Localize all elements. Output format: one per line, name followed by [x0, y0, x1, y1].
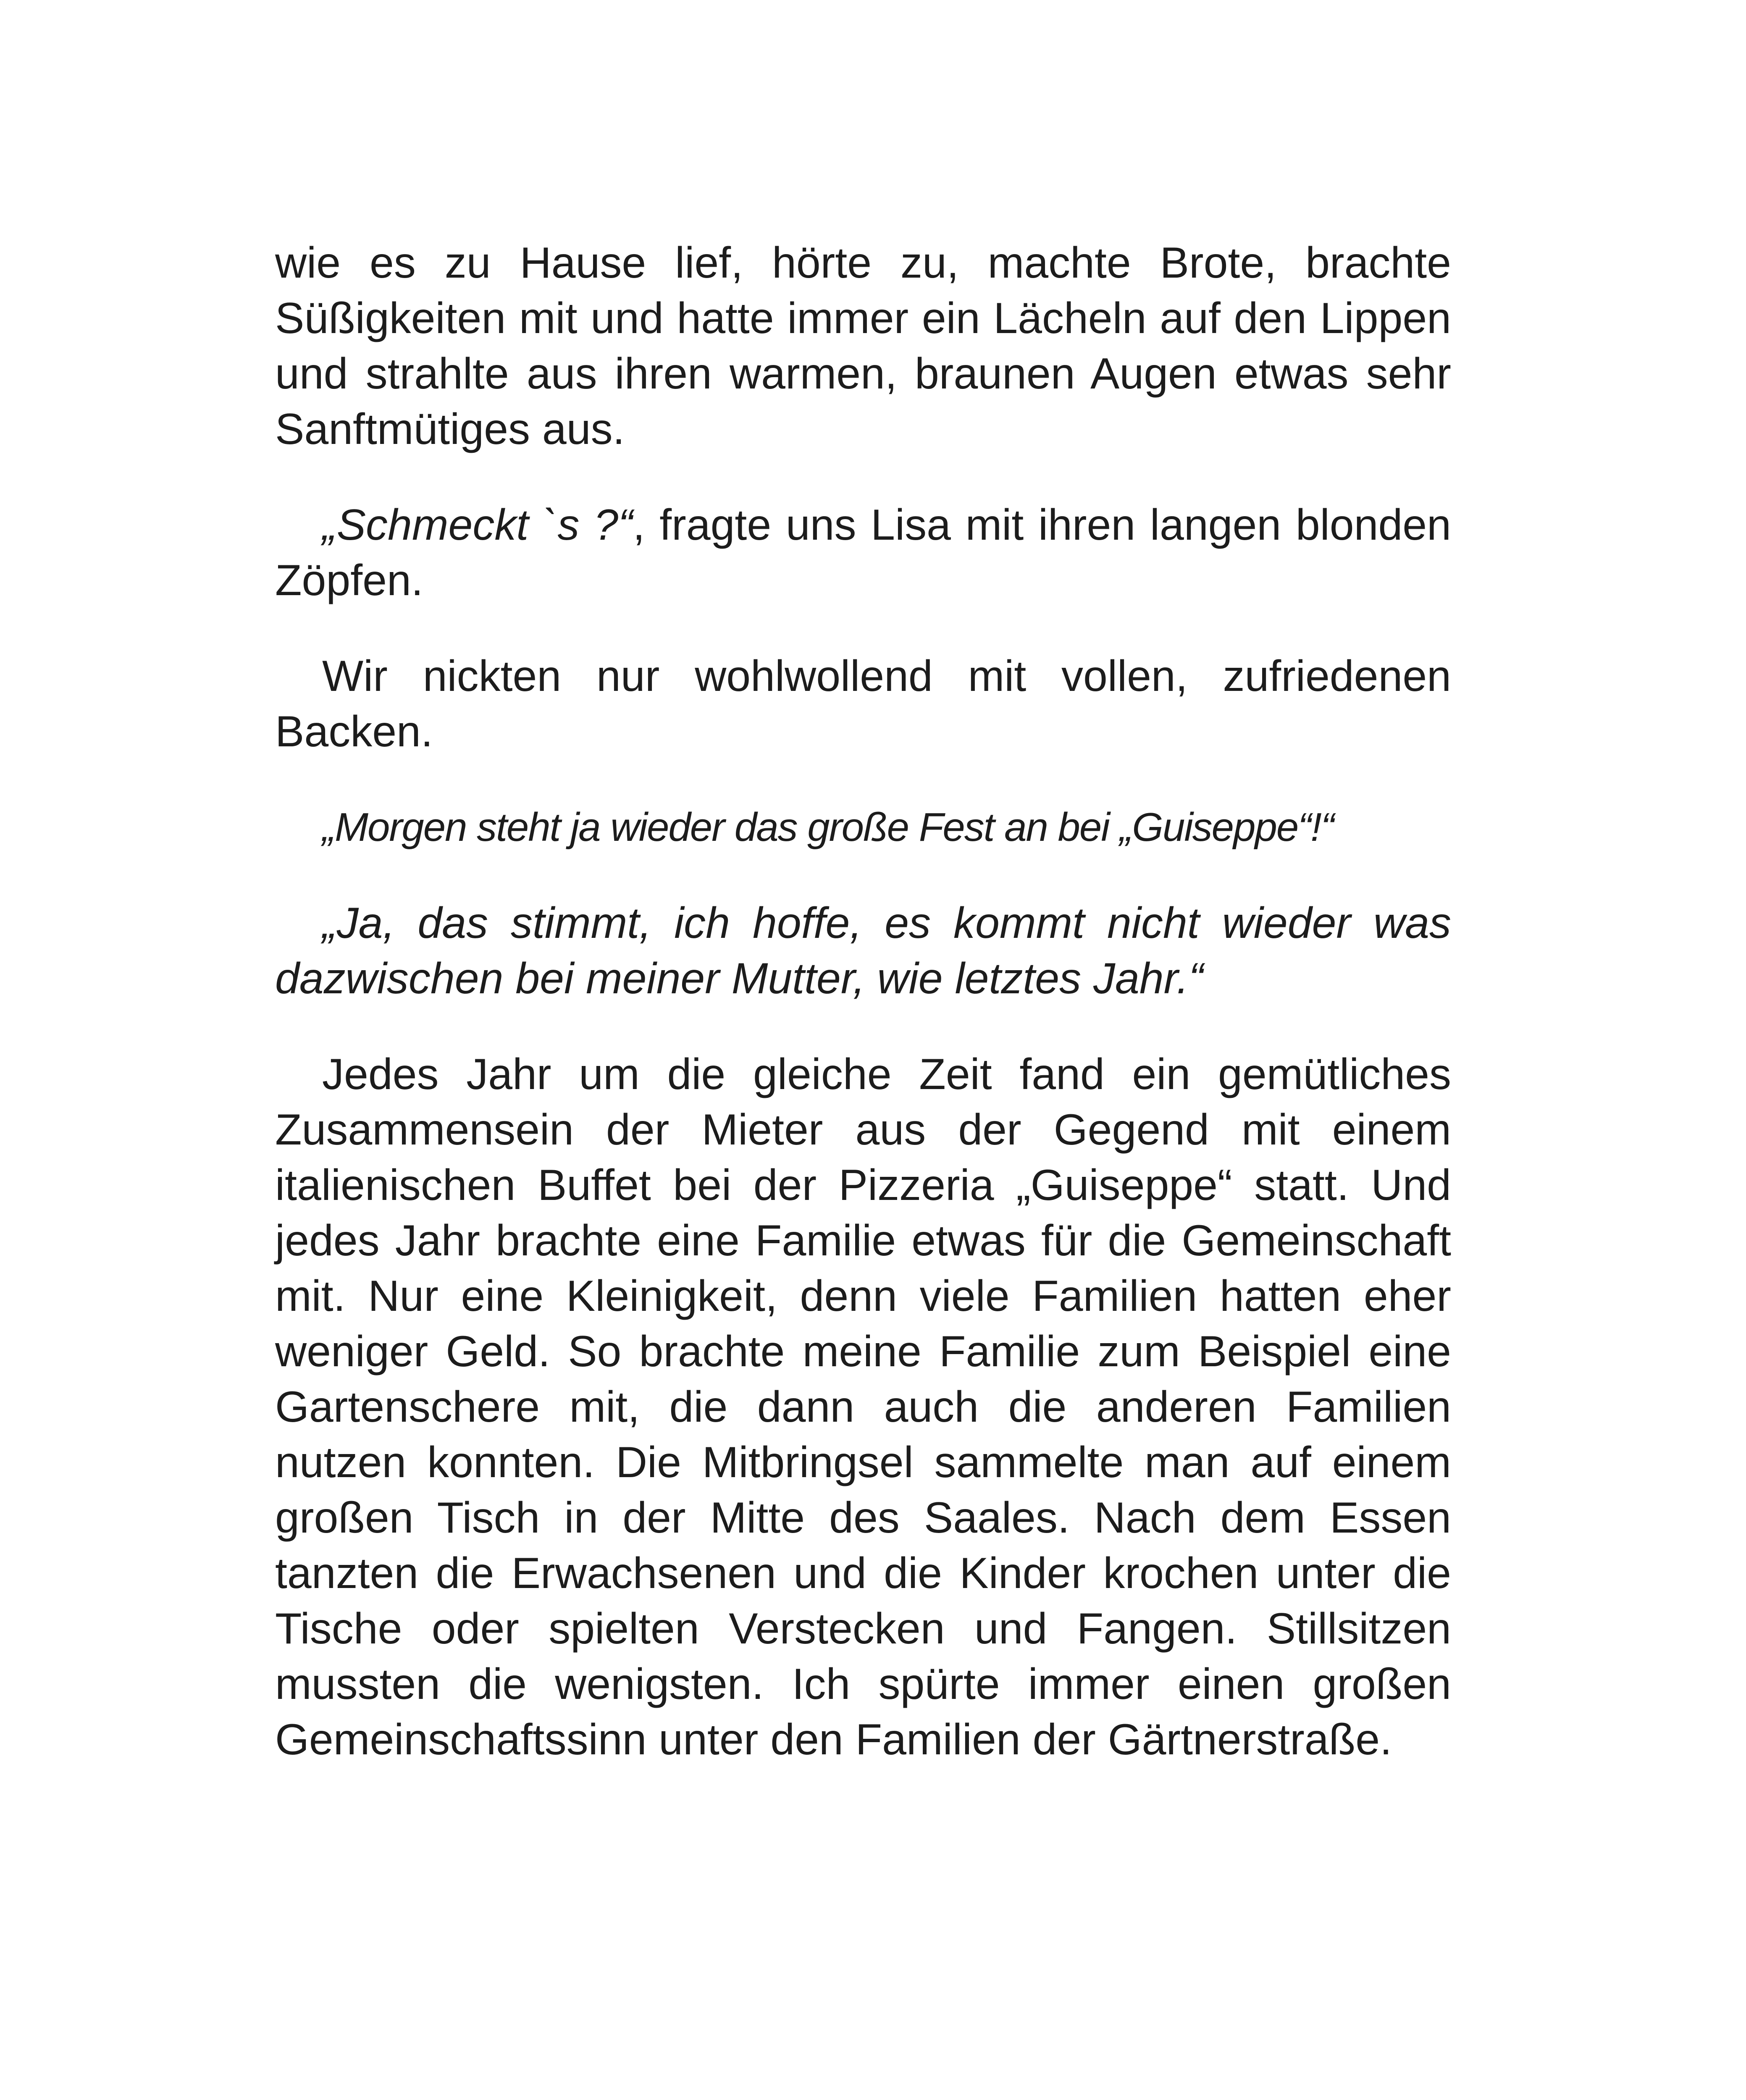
paragraph-dialogue-fest: „Morgen steht ja wieder das große Fest an bei „Guiseppe“!“	[322, 805, 1334, 850]
paragraph-nodding: Wir nickten nur wohlwollend mit vollen, zufriedenen Backen.	[275, 652, 1451, 756]
paragraph-community: Jedes Jahr um die gleiche Zeit fand ein gemütliches Zusammensein der Mieter aus der Gegend mit einem italienischen Buffet bei der Pizzeria „Guiseppe“ statt. Und jedes Jahr brachte eine Familie etwas für die Gemeinschaft mit. Nur eine Kleinigkeit, denn viele Familien hatten eher weniger Geld. So brachte meine Familie zum Beispiel eine Gartenschere mit, die dann auch die anderen Familien nutzen konnten. Die Mitbringsel sammelte man auf einem großen Tisch in der Mitte des Saales. Nach dem Essen tanzten die Erwachsenen und die Kinder krochen unter die Tische oder spielten Verstecken und Fangen. Stillsitzen mussten die wenigsten. Ich spürte immer einen großen Gemeinschaftssinn unter den Familien der Gärtnerstraße.	[275, 1050, 1451, 1764]
dialogue-quote: „Schmeckt `s ?“	[322, 501, 633, 549]
dialogue-attribution: , fragte uns Lisa mit ihren langen blonden Zöpfen.	[275, 501, 1451, 605]
paragraph-dialogue-mother: „Ja, das stimmt, ich hoffe, es kommt nicht wieder was dazwischen bei meiner Mutter, wie letztes Jahr.“	[275, 899, 1451, 1003]
body-text	[275, 235, 1451, 1767]
paragraph-dialogue-lisa	[275, 497, 1451, 608]
paragraph-continuation: wie es zu Hause lief, hörte zu, machte Brote, brachte Süßigkeiten mit und hatte immer ein Lächeln auf den Lippen und strahlte aus ihren warmen, braunen Augen etwas sehr Sanftmütiges aus.	[275, 239, 1451, 454]
